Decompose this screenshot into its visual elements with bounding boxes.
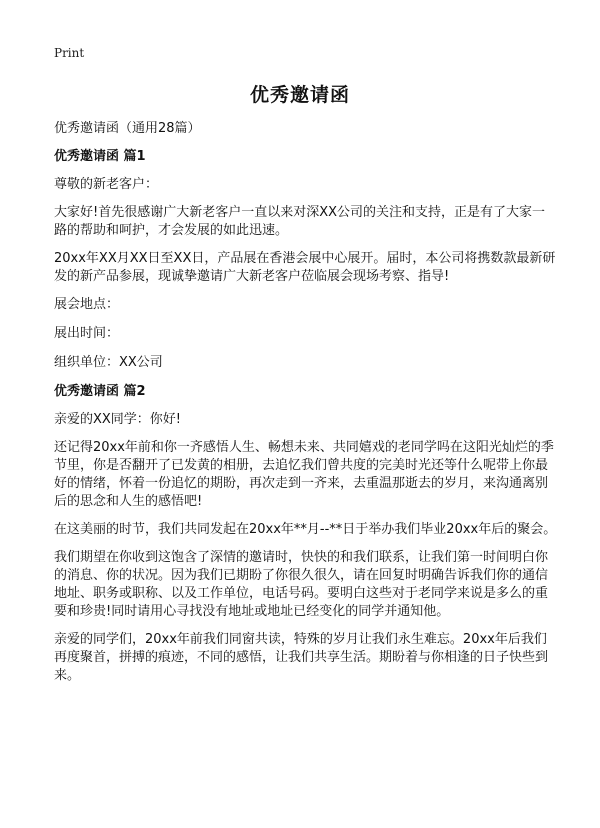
paragraph-2-3: 我们期望在你收到这饱含了深情的邀请时，快快的和我们联系，让我们第一时间明白你的消息、你的状况。因为我们已期盼了你很久很久，请在回复时明确告诉我们你的通信地址、职务或职称、以及工作单位，电话号码。要明白这些对于老同学来说是多么的重要和珍贵!同时请用心寻找没有地址或地址已经变化的同学并通知他。 <box>54 550 549 619</box>
section-heading-2: 优秀邀请函 篇2 <box>54 384 146 399</box>
paragraph-2-1: 还记得20xx年前和你一齐感悟人生、畅想未来、共同嬉戏的老同学吗在这阳光灿烂的季节里，你是否翻开了已发黄的相册，去追忆我们曾共度的完美时光还等什么呢带上你最好的情绪，怀着一份追忆的期盼，再次走到一齐来，去重温那逝去的岁月，来沟通离别后的思念和人生的感悟吧! <box>54 440 554 509</box>
paragraph-2-2: 在这美丽的时节，我们共同发起在20xx年**月--**日于举办我们毕业20xx年后的聚会。 <box>54 522 557 537</box>
salutation-1: 尊敬的新老客户： <box>54 177 159 192</box>
page-title: 优秀邀请函 <box>249 84 350 106</box>
organizer-line: 组织单位：XX公司 <box>54 355 163 370</box>
section-heading-1: 优秀邀请函 篇1 <box>54 149 146 164</box>
time-line: 展出时间： <box>54 326 120 341</box>
paragraph-1-2: 20xx年XX月XX日至XX日，产品展在香港会展中心展开。届时，本公司将携数款最新研发的新产品参展，现诚挚邀请广大新老客户莅临展会现场考察、指导! <box>54 251 556 284</box>
paragraph-2-4: 亲爱的同学们，20xx年前我们同窗共读，特殊的岁月让我们永生难忘。20xx年后我们再度聚首，拼搏的痕迹，不同的感悟，让我们共享生活。期盼着与你相逢的日子快些到来。 <box>54 632 549 683</box>
document-subtitle: 优秀邀请函（通用28篇） <box>54 121 201 136</box>
salutation-2: 亲爱的XX同学：你好! <box>54 412 182 427</box>
paragraph-1-1: 大家好!首先很感谢广大新老客户一直以来对深XX公司的关注和支持，正是有了大家一路的帮助和呵护，才会发展的如此迅速。 <box>54 205 546 238</box>
document-body <box>54 120 558 695</box>
print-label: Print <box>54 46 85 60</box>
venue-line: 展会地点： <box>54 297 120 312</box>
